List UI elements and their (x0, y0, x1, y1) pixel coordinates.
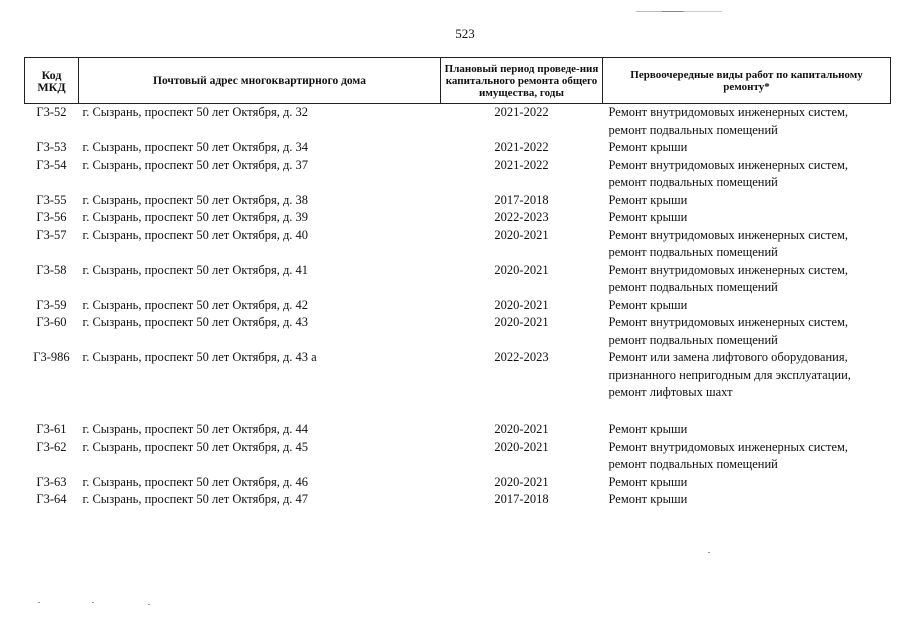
works-line: признанного непригодным для эксплуатации, (608, 367, 851, 382)
cell-works (603, 474, 891, 492)
cell-period: 2022-2023 (494, 210, 549, 224)
cell-code: Г3-64 (36, 492, 67, 506)
cell-address: г. Сызрань, проспект 50 лет Октября, д. 37 (82, 157, 309, 172)
cell-period: 2020-2021 (494, 227, 549, 242)
table-body (25, 104, 891, 509)
cell-works (603, 227, 891, 262)
cell-address: г. Сызрань, проспект 50 лет Октября, д. 32 (82, 105, 309, 119)
table-row (25, 491, 891, 509)
works-line: ремонт подвальных помещений (608, 122, 778, 137)
cell-works (603, 297, 891, 315)
works-line: Ремонт крыши (608, 422, 688, 436)
cell-address: г. Сызрань, проспект 50 лет Октября, д. 46 (82, 474, 309, 489)
works-line: Ремонт внутридомовых инженерных систем, (608, 262, 849, 277)
table-row (25, 474, 891, 492)
scan-speck (38, 602, 40, 603)
table-header-row (25, 58, 891, 104)
cell-period: 2020-2021 (494, 474, 549, 489)
works-line: ремонт подвальных помещений (608, 280, 778, 294)
cell-address: г. Сызрань, проспект 50 лет Октября, д. 41 (82, 262, 309, 277)
cell-works (603, 421, 891, 439)
cell-code: Г3-54 (36, 157, 67, 172)
repair-schedule-table-container (24, 57, 890, 509)
cell-code: Г3-56 (36, 210, 67, 224)
cell-period: 2021-2022 (494, 105, 549, 119)
cell-period: 2021-2022 (494, 157, 549, 172)
cell-address: г. Сызрань, проспект 50 лет Октября, д. 43 (82, 315, 309, 329)
cell-address: г. Сызрань, проспект 50 лет Октября, д. 43 а (82, 350, 317, 364)
cell-period: 2021-2022 (494, 140, 549, 154)
cell-works (603, 104, 891, 140)
cell-address: г. Сызрань, проспект 50 лет Октября, д. 38 (82, 192, 309, 207)
table-row (25, 209, 891, 227)
table-row (25, 314, 891, 349)
cell-works (603, 491, 891, 509)
table-row (25, 104, 891, 140)
cell-period: 2022-2023 (494, 350, 549, 364)
table-row (25, 349, 891, 421)
works-line: Ремонт крыши (608, 140, 688, 154)
works-line: ремонт лифтовых шахт (608, 385, 733, 399)
works-line: Ремонт крыши (608, 474, 688, 489)
scan-speck (92, 602, 94, 603)
cell-works (603, 157, 891, 192)
cell-code: Г3-63 (36, 474, 67, 489)
cell-address: г. Сызрань, проспект 50 лет Октября, д. 45 (82, 439, 309, 454)
header-works: Первоочередные виды работ по капитальному ремонту* (603, 58, 891, 104)
table-row (25, 262, 891, 297)
table-row (25, 297, 891, 315)
cell-code: Г3-986 (33, 350, 70, 364)
cell-period: 2020-2021 (494, 315, 549, 329)
table-row (25, 139, 891, 157)
works-line: ремонт подвальных помещений (608, 175, 778, 189)
header-period: Плановый период проведе-ния капитального ремонта общего имущества, годы (441, 58, 603, 104)
cell-address: г. Сызрань, проспект 50 лет Октября, д. 42 (82, 297, 309, 312)
cell-works (603, 314, 891, 349)
cell-works (603, 192, 891, 210)
works-line: Ремонт внутридомовых инженерных систем, (608, 227, 849, 242)
works-line: Ремонт или замена лифтового оборудования, (608, 350, 848, 364)
header-code: Код МКД (25, 58, 79, 104)
table-row (25, 421, 891, 439)
cell-works (603, 439, 891, 474)
cell-code: Г3-61 (36, 422, 67, 436)
works-line: Ремонт крыши (608, 297, 688, 312)
header-address: Почтовый адрес многоквартирного дома (79, 58, 441, 104)
cell-code: Г3-55 (36, 192, 67, 207)
page-number: 523 (455, 26, 475, 41)
cell-works (603, 262, 891, 297)
cell-works (603, 349, 891, 421)
works-line: Ремонт крыши (608, 492, 688, 506)
cell-address: г. Сызрань, проспект 50 лет Октября, д. 44 (82, 422, 309, 436)
cell-period: 2017-2018 (494, 192, 549, 207)
scan-artifact (636, 11, 722, 12)
scan-speck (708, 552, 710, 553)
cell-period: 2020-2021 (494, 422, 549, 436)
cell-address: г. Сызрань, проспект 50 лет Октября, д. 47 (82, 492, 309, 506)
works-line: ремонт подвальных помещений (608, 332, 778, 347)
table-row (25, 227, 891, 262)
cell-works (603, 139, 891, 157)
cell-code: Г3-53 (36, 140, 67, 154)
cell-code: Г3-60 (36, 315, 67, 329)
works-line: ремонт подвальных помещений (608, 457, 778, 471)
cell-code: Г3-59 (36, 297, 67, 312)
cell-address: г. Сызрань, проспект 50 лет Октября, д. 34 (82, 140, 309, 154)
cell-works (603, 209, 891, 227)
cell-code: Г3-62 (36, 439, 67, 454)
works-line: Ремонт внутридомовых инженерных систем, (608, 439, 849, 454)
cell-period: 2017-2018 (494, 492, 549, 506)
works-line: Ремонт крыши (608, 192, 688, 207)
repair-schedule-table (24, 57, 891, 509)
cell-period: 2020-2021 (494, 297, 549, 312)
cell-code: Г3-58 (36, 262, 67, 277)
scan-speck (148, 604, 150, 605)
works-line: ремонт подвальных помещений (608, 245, 778, 259)
works-line: Ремонт крыши (608, 210, 688, 224)
cell-period: 2020-2021 (494, 439, 549, 454)
table-row (25, 439, 891, 474)
table-row (25, 192, 891, 210)
table-row (25, 157, 891, 192)
works-line: Ремонт внутридомовых инженерных систем, (608, 105, 849, 119)
cell-address: г. Сызрань, проспект 50 лет Октября, д. 39 (82, 210, 309, 224)
cell-code: Г3-57 (36, 227, 67, 242)
works-line: Ремонт внутридомовых инженерных систем, (608, 157, 849, 172)
cell-address: г. Сызрань, проспект 50 лет Октября, д. 40 (82, 227, 309, 242)
works-line: Ремонт внутридомовых инженерных систем, (608, 315, 849, 329)
cell-code: Г3-52 (36, 105, 67, 119)
cell-period: 2020-2021 (494, 262, 549, 277)
